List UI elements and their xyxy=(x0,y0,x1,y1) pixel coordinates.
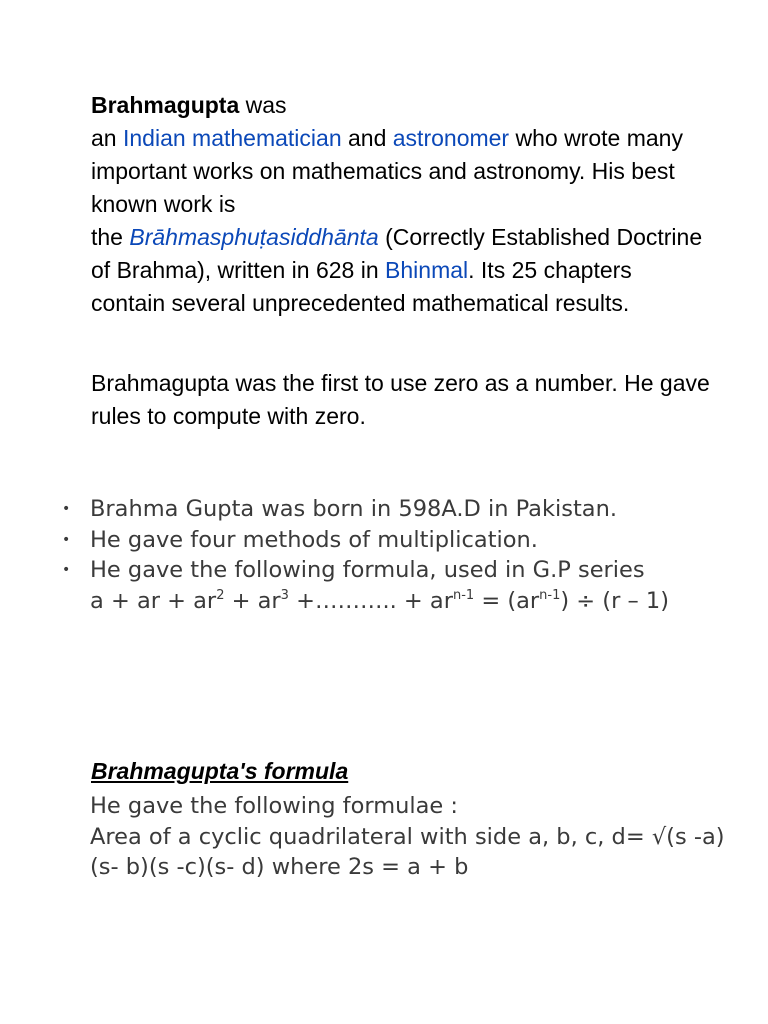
indian-mathematician-link[interactable]: Indian mathematician xyxy=(122,125,342,151)
brahmasphutasiddhanta-link[interactable]: Brāhmasphuṭasiddhānta xyxy=(129,224,379,250)
intro-paragraph xyxy=(91,89,711,320)
intro-text-6: (Correctly Established Doctrine of Brahma), written in 628 in xyxy=(91,224,703,283)
gp-formula xyxy=(90,588,669,614)
intro-text-2: an xyxy=(91,125,123,151)
list-item-text: Brahma Gupta was born in 598A.D in Pakistan. xyxy=(90,496,617,522)
section-title: Brahmagupta's formula xyxy=(91,758,349,784)
bullet-marker: • xyxy=(62,562,71,578)
formula-superscript: 3 xyxy=(280,587,289,603)
formulae-intro: He gave the following formulae : xyxy=(90,793,459,819)
intro-text-5: the xyxy=(91,224,130,250)
astronomer-link[interactable]: astronomer xyxy=(392,125,510,151)
bullet-marker: • xyxy=(62,531,71,548)
list-item xyxy=(62,555,702,616)
formula-superscript: 2 xyxy=(216,587,225,603)
formula-part: a + ar + ar xyxy=(90,587,217,614)
intro-text-3: and xyxy=(341,125,393,151)
list-item xyxy=(62,525,702,556)
intro-text-1: was xyxy=(239,92,287,118)
intro-text-7: . Its 25 chapters contain several unprecedented mathematical results. xyxy=(91,257,632,316)
formula-superscript: n-1 xyxy=(539,587,561,603)
cyclic-quadrilateral-formula: Area of a cyclic quadrilateral with side a, b, c, d= √(s -a)(s- b)(s -c)(s- d) where 2s = a + b xyxy=(90,823,725,880)
formula-part: = (ar xyxy=(474,587,540,614)
formula-part: ) ÷ (r – 1) xyxy=(560,587,669,614)
list-item xyxy=(62,494,702,525)
intro-text-4: who wrote many important works on mathematics and astronomy. His best known work is xyxy=(91,125,683,217)
formula-part: + ar xyxy=(224,587,281,614)
formula-superscript: n-1 xyxy=(452,587,475,603)
formula-part: +……….. + ar xyxy=(288,587,453,614)
bullet-marker: • xyxy=(62,501,71,517)
formulae-text xyxy=(90,791,730,883)
zero-paragraph: Brahmagupta was the first to use zero as a number. He gave rules to compute with zero. xyxy=(91,370,710,429)
list-item-text: He gave the following formula, used in G.P series xyxy=(90,557,645,583)
subject-name: Brahmagupta xyxy=(91,92,240,118)
bhinmal-link[interactable]: Bhinmal xyxy=(385,257,469,283)
list-item-text: He gave four methods of multiplication. xyxy=(90,526,538,553)
bullet-list xyxy=(62,494,702,616)
